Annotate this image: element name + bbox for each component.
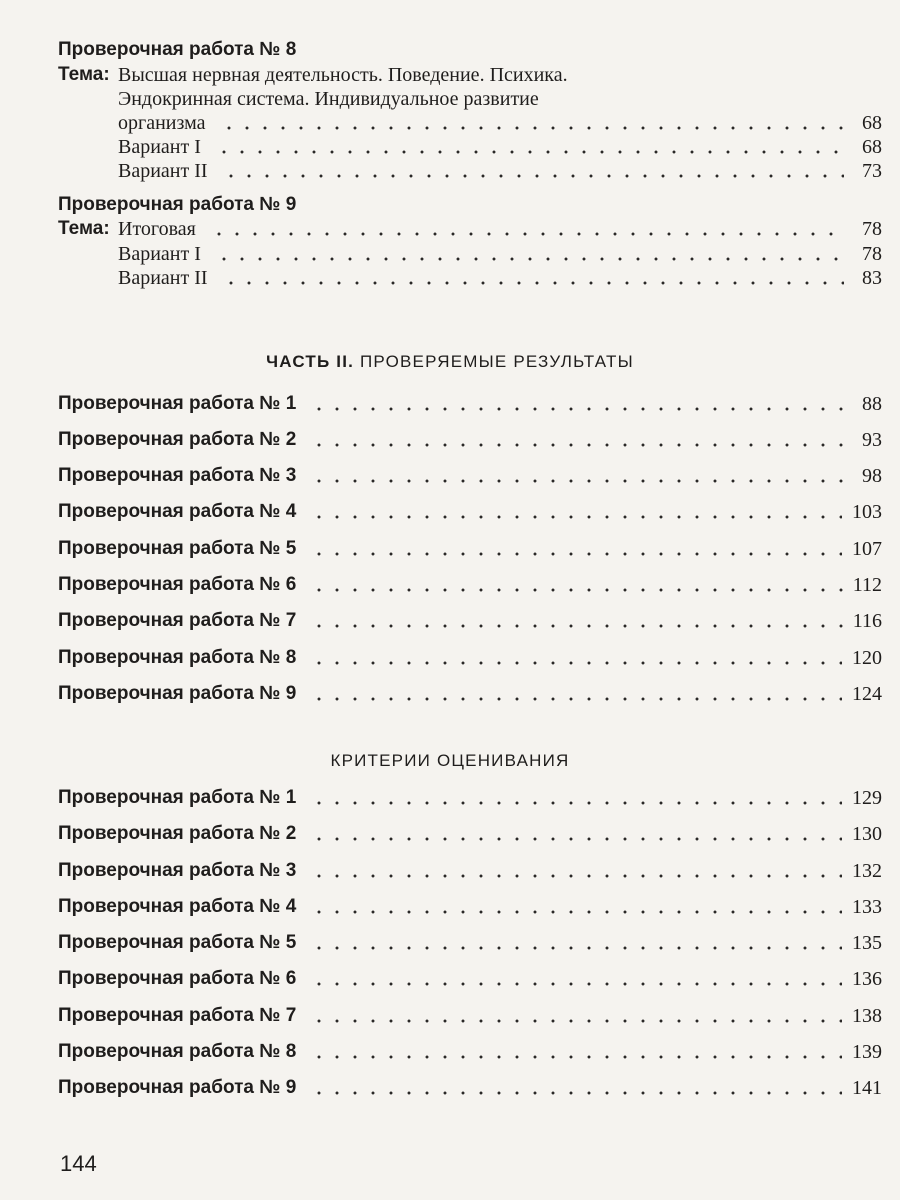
dot-leader [310, 443, 852, 447]
toc-row-label: Проверочная работа № 5 [58, 932, 297, 953]
dot-leader [210, 232, 844, 236]
toc-row-page: 138 [852, 1005, 882, 1027]
work-9-title: Проверочная работа № 9 [58, 194, 297, 215]
work-9-tema-label: Тема: [58, 218, 110, 239]
dot-leader [310, 479, 852, 483]
toc-row-label: Проверочная работа № 3 [58, 860, 297, 881]
toc-row-page: 133 [852, 896, 882, 918]
page-ref: 83 [862, 267, 882, 289]
toc-row-page: 130 [852, 823, 882, 845]
toc-row[interactable] [58, 1003, 882, 1029]
toc-row-page: 93 [862, 429, 882, 451]
toc-row[interactable] [58, 608, 882, 634]
toc-row[interactable] [58, 1075, 882, 1101]
dot-leader [310, 946, 842, 950]
toc-row-label: Проверочная работа № 4 [58, 896, 297, 917]
toc-row-label: Проверочная работа № 5 [58, 538, 297, 559]
part-2-heading-title: ПРОВЕРЯЕМЫЕ РЕЗУЛЬТАТЫ [360, 352, 634, 371]
toc-row-page: 141 [852, 1077, 882, 1099]
page-ref: 73 [862, 160, 882, 182]
toc-row-label: Проверочная работа № 9 [58, 1077, 297, 1098]
toc-row-page: 107 [852, 538, 882, 560]
toc-row[interactable] [58, 858, 882, 884]
toc-row-page: 136 [852, 968, 882, 990]
dot-leader [310, 407, 852, 411]
toc-row-page: 135 [852, 932, 882, 954]
page-ref: 68 [862, 112, 882, 134]
dot-leader [310, 515, 842, 519]
toc-row-page: 129 [852, 787, 882, 809]
toc-row-label: Проверочная работа № 7 [58, 1005, 297, 1026]
toc-row[interactable] [58, 463, 882, 489]
dot-leader [310, 1019, 842, 1023]
toc-row[interactable] [58, 1039, 882, 1065]
work-8-tema-label: Тема: [58, 64, 110, 85]
dot-leader [310, 837, 842, 841]
work-8-tema-line-1: Высшая нервная деятельность. Поведение. Психика. [118, 64, 568, 86]
entry-label: Вариант II [118, 267, 208, 289]
work-8-variant-2[interactable] [118, 159, 882, 183]
toc-row[interactable] [58, 427, 882, 453]
dot-leader [310, 661, 842, 665]
entry-label: Вариант I [118, 136, 201, 158]
toc-row-label: Проверочная работа № 3 [58, 465, 297, 486]
toc-row-page: 120 [852, 647, 882, 669]
page-ref: 78 [862, 218, 882, 240]
toc-row-label: Проверочная работа № 1 [58, 393, 297, 414]
dot-leader [310, 982, 842, 986]
entry-label: Вариант I [118, 243, 201, 265]
work-8-title: Проверочная работа № 8 [58, 39, 297, 60]
toc-row-page: 88 [862, 393, 882, 415]
dot-leader [310, 697, 842, 701]
dot-leader [310, 801, 842, 805]
dot-leader [310, 552, 842, 556]
criteria-heading: КРИТЕРИИ ОЦЕНИВАНИЯ [330, 751, 570, 770]
toc-row-page: 112 [852, 574, 882, 596]
toc-row-label: Проверочная работа № 2 [58, 429, 297, 450]
part-2-heading-number: ЧАСТЬ II. [266, 352, 355, 371]
page-number: 144 [60, 1151, 97, 1176]
entry-label: Итоговая [118, 218, 196, 240]
dot-leader [215, 150, 844, 154]
dot-leader [310, 1091, 842, 1095]
dot-leader [310, 910, 842, 914]
page-ref: 68 [862, 136, 882, 158]
toc-row-page: 124 [852, 683, 882, 705]
work-9-variant-2[interactable] [118, 266, 882, 290]
entry-label: организма [118, 112, 206, 134]
work-9-tema-entry[interactable] [118, 217, 882, 241]
page-ref: 78 [862, 243, 882, 265]
toc-row-label: Проверочная работа № 8 [58, 647, 297, 668]
dot-leader [220, 126, 845, 130]
work-8-tema-line-2: Эндокринная система. Индивидуальное развитие [118, 88, 539, 110]
toc-row-label: Проверочная работа № 6 [58, 968, 297, 989]
toc-row-page: 132 [852, 860, 882, 882]
toc-row[interactable] [58, 536, 882, 562]
toc-row-label: Проверочная работа № 1 [58, 787, 297, 808]
toc-row-page: 98 [862, 465, 882, 487]
toc-row[interactable] [58, 572, 882, 598]
dot-leader [310, 1055, 842, 1059]
toc-row[interactable] [58, 645, 882, 671]
toc-row[interactable] [58, 930, 882, 956]
part-2-heading [0, 350, 900, 374]
toc-row[interactable] [58, 391, 882, 417]
dot-leader [310, 588, 842, 592]
toc-row-page: 139 [852, 1041, 882, 1063]
dot-leader [310, 624, 842, 628]
toc-row[interactable] [58, 966, 882, 992]
dot-leader [310, 874, 842, 878]
toc-row-page: 116 [852, 610, 882, 632]
toc-row-label: Проверочная работа № 9 [58, 683, 297, 704]
toc-row[interactable] [58, 821, 882, 847]
toc-row[interactable] [58, 894, 882, 920]
work-8-tema-entry[interactable] [118, 111, 882, 135]
toc-row-label: Проверочная работа № 4 [58, 501, 297, 522]
toc-row[interactable] [58, 681, 882, 707]
toc-row[interactable] [58, 499, 882, 525]
dot-leader [222, 281, 844, 285]
toc-row-label: Проверочная работа № 7 [58, 610, 297, 631]
work-8-variant-1[interactable] [118, 135, 882, 159]
dot-leader [222, 174, 844, 178]
dot-leader [215, 257, 844, 261]
toc-row-label: Проверочная работа № 8 [58, 1041, 297, 1062]
toc-row-label: Проверочная работа № 6 [58, 574, 297, 595]
toc-row-label: Проверочная работа № 2 [58, 823, 297, 844]
work-9-variant-1[interactable] [118, 242, 882, 266]
entry-label: Вариант II [118, 160, 208, 182]
toc-row[interactable] [58, 785, 882, 811]
toc-row-page: 103 [852, 501, 882, 523]
